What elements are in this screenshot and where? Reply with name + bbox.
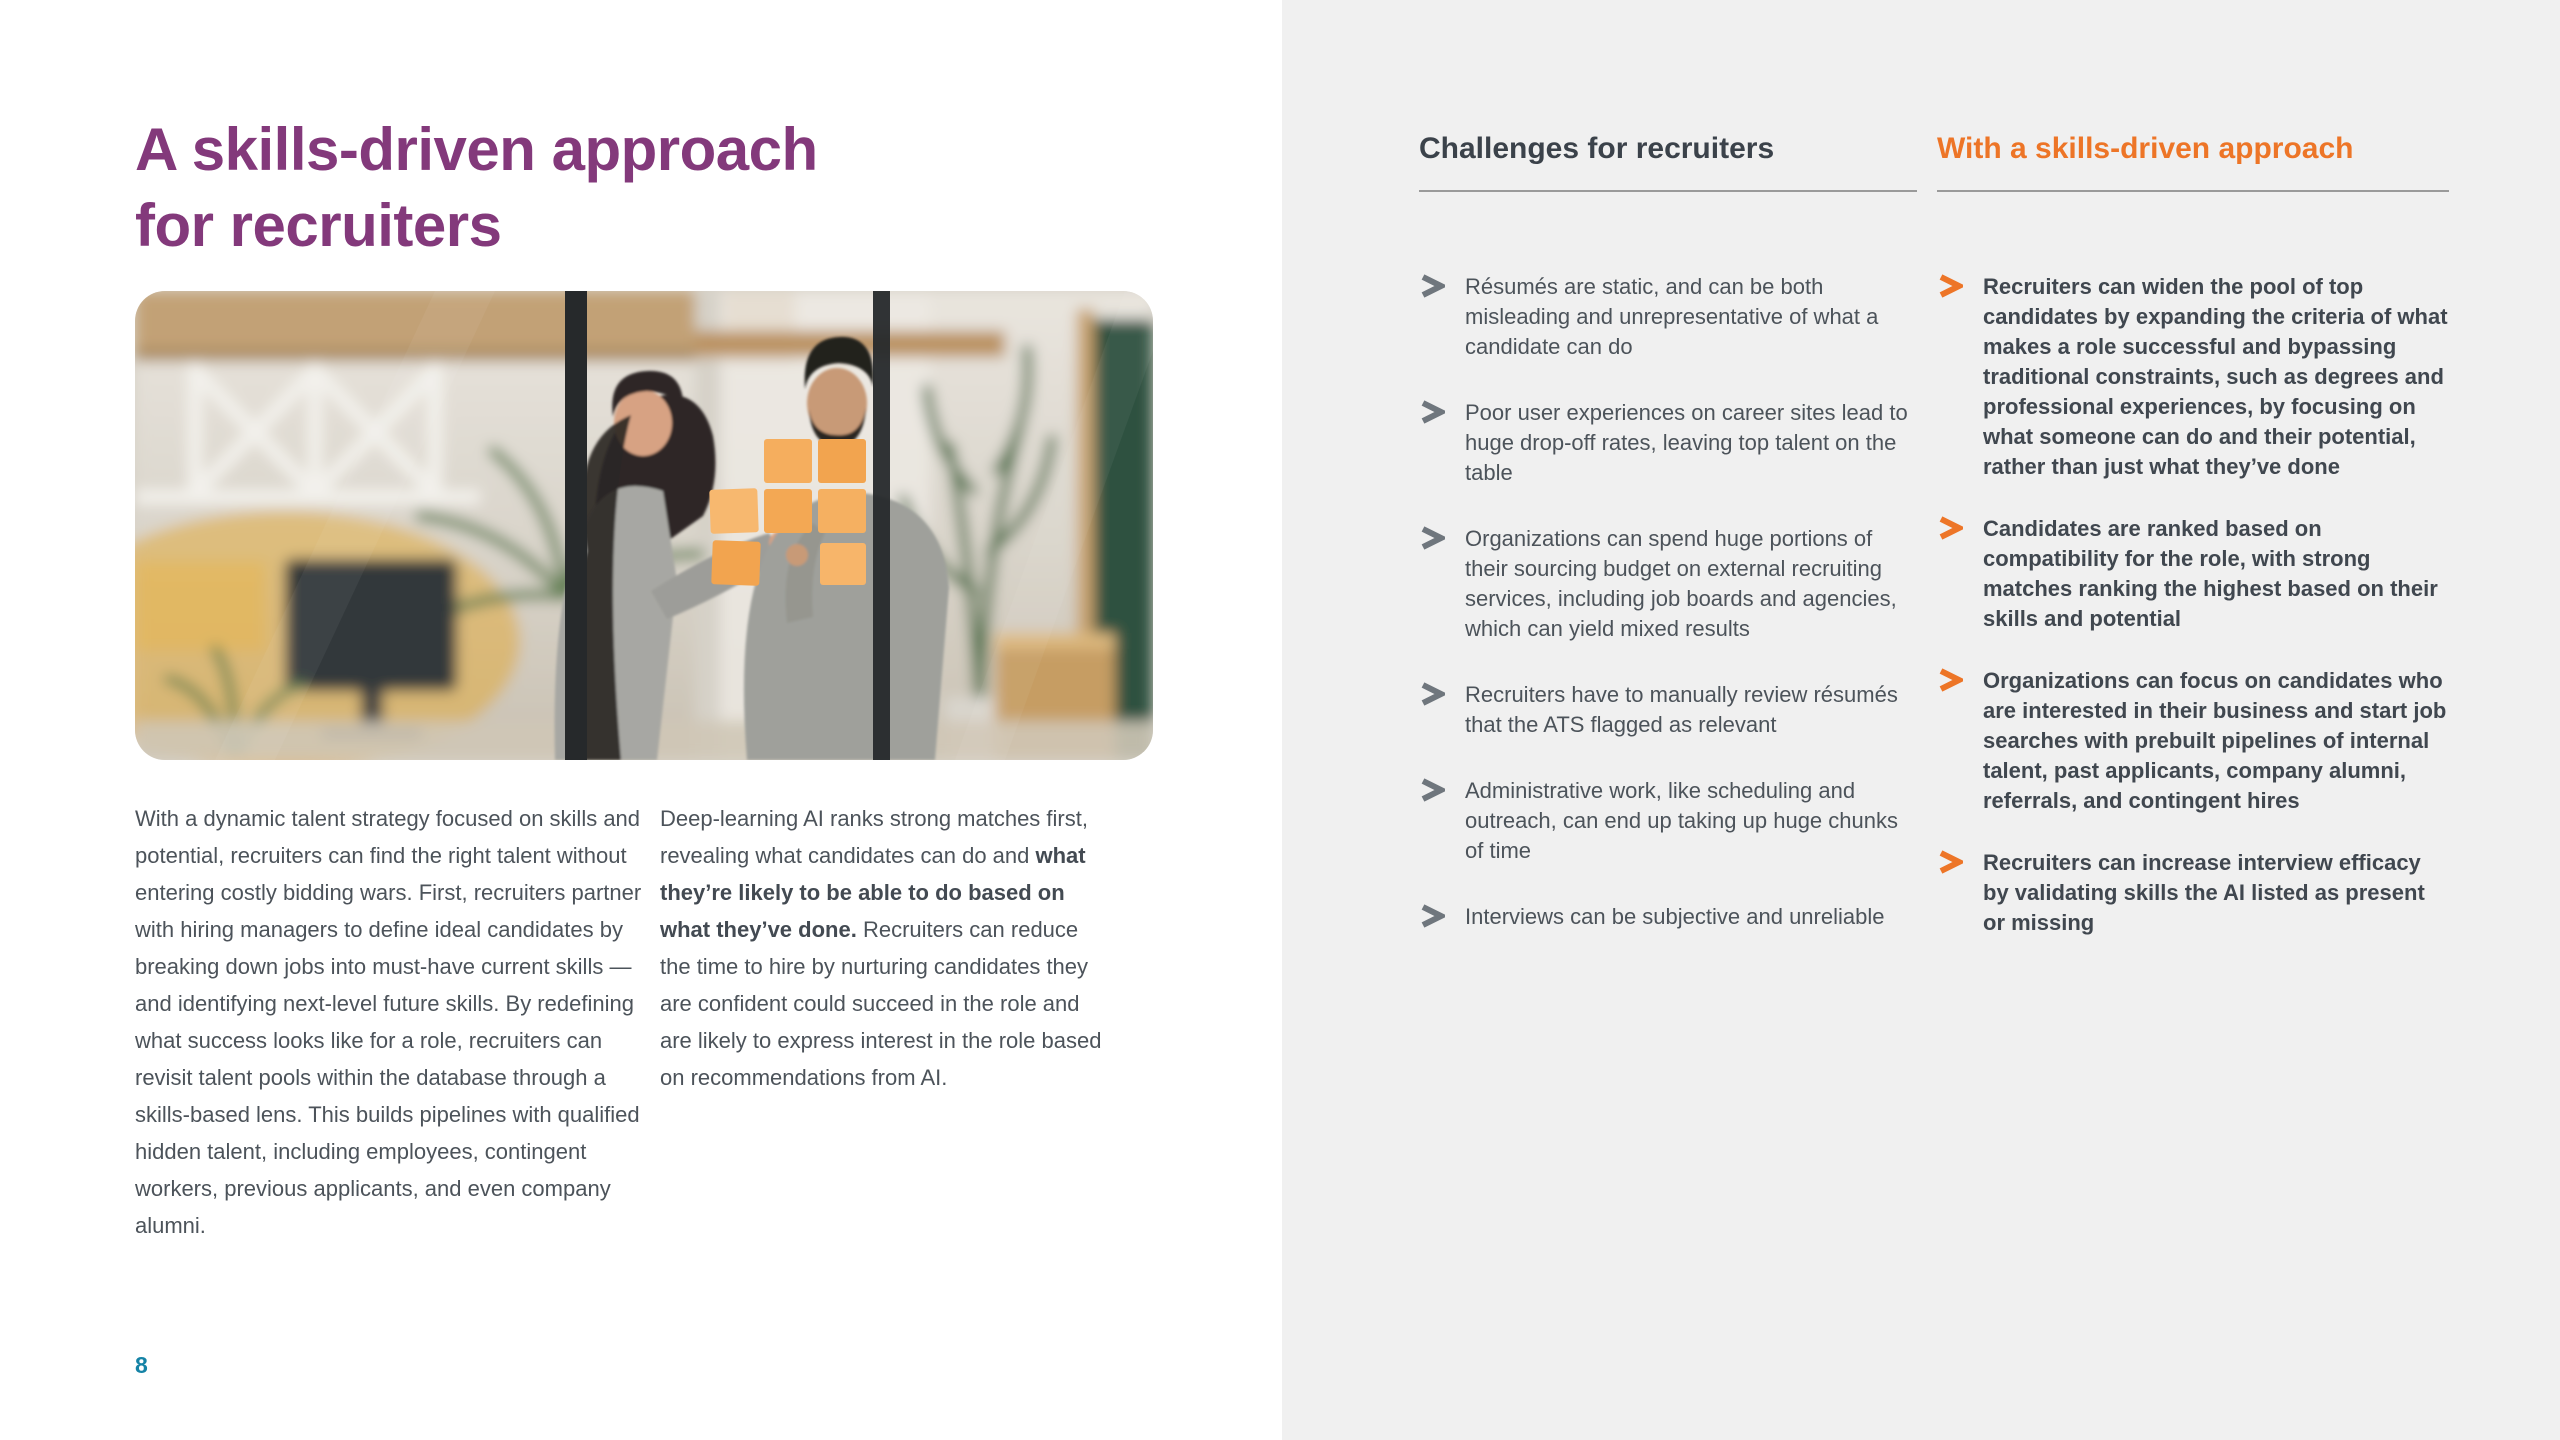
- approach-list: [1937, 272, 2449, 938]
- challenge-item: [1419, 776, 1917, 866]
- chevron-right-icon: [1937, 273, 1963, 299]
- intro-paragraph-1: With a dynamic talent strategy focused on skills and potential, recruiters can find the right talent without entering costly bidding wars. First, recruiters partner with hiring managers to define ideal candidates by breaking down jobs into must-have current skills — and identifying next-level future skills. By redefining what success looks like for a role, recruiters can revisit talent pools within the database through a skills-based lens. This builds pipelines with qualified hidden talent, including employees, contingent workers, previous applicants, and even company alumni.: [135, 806, 642, 1238]
- chevron-right-icon: [1419, 777, 1445, 803]
- approach-item: [1937, 272, 2449, 482]
- chevron-right-icon: [1937, 515, 1963, 541]
- challenge-item-text: Interviews can be subjective and unreliable: [1465, 904, 1885, 929]
- challenges-divider: [1419, 190, 1917, 192]
- challenge-item-text: Recruiters have to manually review résumés that the ATS flagged as relevant: [1465, 682, 1898, 737]
- challenge-item-text: Poor user experiences on career sites lead to huge drop-off rates, leaving top talent on the table: [1465, 400, 1908, 485]
- page-title: [135, 112, 1035, 264]
- office-photo: [135, 291, 1153, 760]
- chevron-right-icon: [1419, 273, 1445, 299]
- chevron-right-icon: [1419, 903, 1445, 929]
- approach-heading: With a skills-driven approach: [1937, 132, 2354, 165]
- intro-paragraph-2-end: Recruiters can reduce the time to hire by nurturing candidates they are confident could succeed in the role and are likely to express interest in the role based on recommendations from AI.: [660, 917, 1102, 1090]
- page-number: 8: [135, 1352, 148, 1378]
- chevron-right-icon: [1419, 399, 1445, 425]
- challenge-item-text: Administrative work, like scheduling and outreach, can end up taking up huge chunks of time: [1465, 778, 1898, 863]
- approach-item: [1937, 848, 2449, 938]
- challenge-item: [1419, 398, 1917, 488]
- challenge-item: [1419, 902, 1917, 932]
- challenge-item: [1419, 680, 1917, 740]
- challenges-heading: Challenges for recruiters: [1419, 132, 1775, 165]
- approach-item-text: Recruiters can widen the pool of top candidates by expanding the criteria of what makes a role successful and bypassing traditional constraints, such as degrees and professional experiences, by focusing on what someone can do and their potential, rather than just what they’ve done: [1983, 274, 2448, 479]
- intro-paragraph-2-start: Deep-learning AI ranks strong matches first, revealing what candidates can do and: [660, 806, 1088, 868]
- intro-paragraph-2-bold: what they’re likely to be able to do based on what they’ve done.: [660, 843, 1086, 942]
- office-photo-illustration: [135, 291, 1153, 760]
- challenges-column: [1419, 132, 1917, 968]
- skills-approach-column: [1937, 132, 2449, 970]
- chevron-right-icon: [1937, 849, 1963, 875]
- approach-item-text: Candidates are ranked based on compatibility for the role, with strong matches ranking the highest based on their skills and potential: [1983, 516, 2438, 631]
- chevron-right-icon: [1419, 525, 1445, 551]
- challenge-item: [1419, 524, 1917, 644]
- approach-item-text: Organizations can focus on candidates who are interested in their business and start job searches with prebuilt pipelines of internal talent, past applicants, company alumni, referrals, and contingent hires: [1983, 668, 2447, 813]
- approach-item: [1937, 514, 2449, 634]
- approach-item: [1937, 666, 2449, 816]
- chevron-right-icon: [1937, 667, 1963, 693]
- approach-item-text: Recruiters can increase interview efficacy by validating skills the AI listed as present or missing: [1983, 850, 2425, 935]
- page-title-line-2: for recruiters: [135, 192, 502, 259]
- page-title-line-1: A skills-driven approach: [135, 116, 818, 183]
- challenges-list: [1419, 272, 1917, 932]
- chevron-right-icon: [1419, 681, 1445, 707]
- intro-paragraph-2: [660, 800, 1110, 1096]
- challenge-item-text: Résumés are static, and can be both misleading and unrepresentative of what a candidate can do: [1465, 274, 1879, 359]
- challenge-item-text: Organizations can spend huge portions of their sourcing budget on external recruiting services, including job boards and agencies, which can yield mixed results: [1465, 526, 1897, 641]
- approach-divider: [1937, 190, 2449, 192]
- comparison-panel: [1282, 0, 2560, 1440]
- challenge-item: [1419, 272, 1917, 362]
